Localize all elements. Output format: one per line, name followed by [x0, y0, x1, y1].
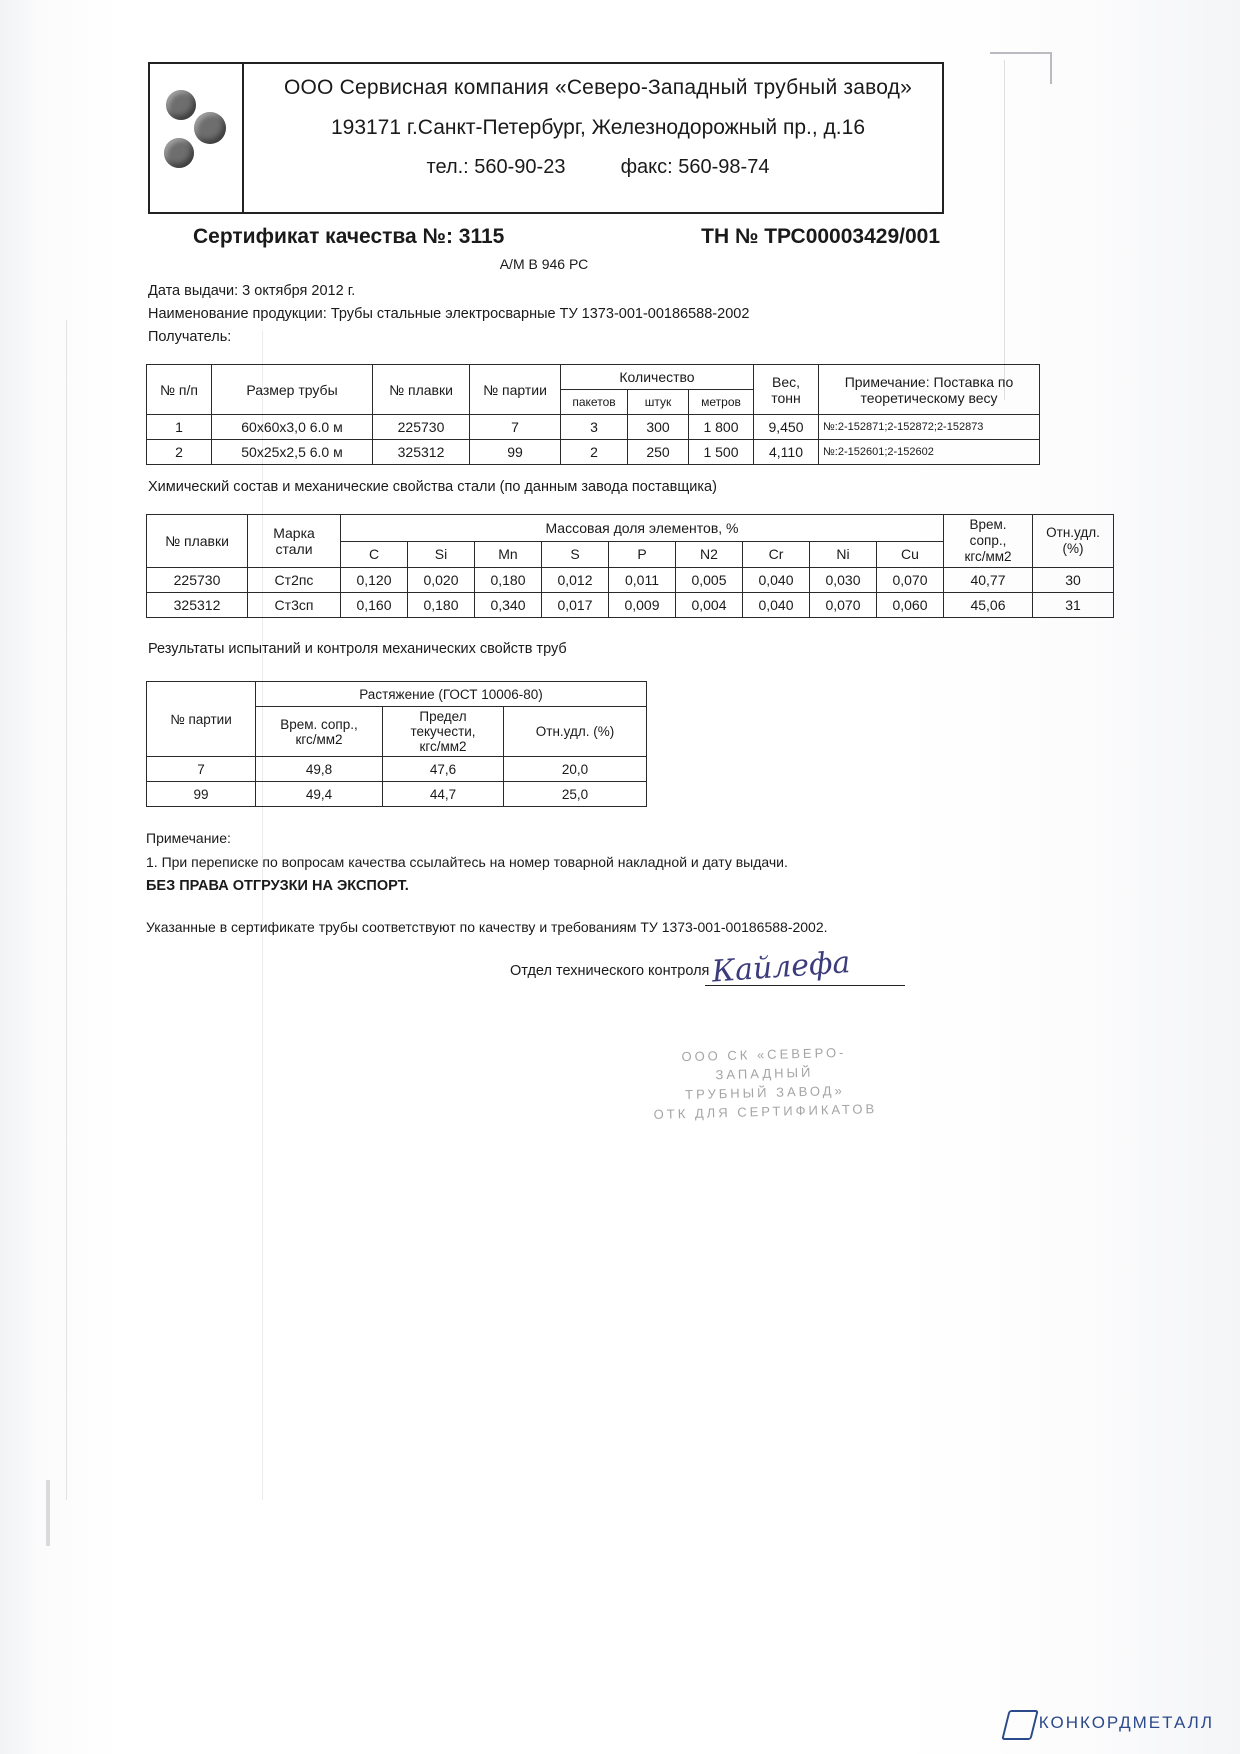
th-tensile-group: Растяжение (ГОСТ 10006-80)	[256, 682, 647, 707]
th-elong-1: Отн.удл.	[1046, 525, 1100, 540]
th-strength-1: Врем. сопр.,	[280, 716, 358, 732]
tn-number: ТН № ТРС00003429/001	[701, 225, 940, 248]
table-row	[147, 593, 1114, 618]
cell-strength: 40,77	[944, 568, 1033, 593]
cell-note: №:2-152601;2-152602	[819, 440, 1040, 465]
cell-cr: 0,040	[743, 593, 810, 618]
table-row	[147, 757, 647, 782]
logo-circle-icon	[194, 112, 226, 144]
cell-elongation: 25,0	[504, 782, 647, 807]
cell-p: 0,009	[609, 593, 676, 618]
cell-c: 0,120	[341, 568, 408, 593]
th-element-si: Si	[408, 541, 475, 568]
signature-handwriting: Кайлефа	[710, 945, 852, 990]
stamp-line-3: ТРУБНЫЙ ЗАВОД»	[684, 1082, 845, 1103]
th-strength-2: кгс/мм2	[295, 731, 343, 747]
company-logo	[150, 64, 244, 212]
th-heat: № плавки	[373, 365, 470, 415]
cell-batch: 7	[470, 415, 561, 440]
th-note-1: Примечание: Поставка по	[844, 373, 1014, 390]
cell-batch: 99	[147, 782, 256, 807]
letterhead-box	[148, 62, 944, 214]
th-packs: пакетов	[561, 390, 628, 415]
logo-circle-icon	[166, 90, 196, 120]
company-name: ООО Сервисная компания «Северо-Западный трубный завод»	[283, 76, 912, 99]
th-element-ni: Ni	[810, 541, 877, 568]
cell-meters: 1 500	[689, 440, 754, 465]
cell-grade: Ст2пс	[248, 568, 341, 593]
stamp-line-1: ООО СК «СЕВЕРО-	[681, 1044, 847, 1065]
th-element-p: P	[609, 541, 676, 568]
logo-circle-icon	[164, 138, 194, 168]
company-stamp	[649, 1042, 882, 1148]
cell-heat: 325312	[147, 593, 248, 618]
company-details	[244, 64, 942, 212]
section-label-mechanical: Результаты испытаний и контроля механических свойств труб	[148, 641, 567, 657]
th-weight-2: тонн	[771, 389, 801, 406]
cell-yield: 47,6	[383, 757, 504, 782]
th-yield	[383, 707, 504, 757]
th-pieces: штук	[628, 390, 689, 415]
company-contacts	[264, 156, 932, 179]
th-element-mn: Mn	[475, 541, 542, 568]
cell-grade: Ст3сп	[248, 593, 341, 618]
cell-strength: 45,06	[944, 593, 1033, 618]
stamp-line-4: ОТК ДЛЯ СЕРТИФИКАТОВ	[653, 1101, 878, 1122]
th-strength	[944, 515, 1033, 568]
vehicle-number: А/М В 946 РС	[499, 256, 589, 272]
cell-heat: 325312	[373, 440, 470, 465]
cell-n2: 0,004	[676, 593, 743, 618]
cell-meters: 1 800	[689, 415, 754, 440]
th-grade	[248, 515, 341, 568]
cell-batch: 7	[147, 757, 256, 782]
cell-heat: 225730	[147, 568, 248, 593]
th-grade-1: Марка	[273, 525, 315, 541]
th-element-cr: Cr	[743, 541, 810, 568]
company-phone: тел.: 560-90-23	[426, 156, 566, 178]
th-note-2: теоретическому весу	[860, 389, 998, 406]
certificate-title-row	[148, 225, 940, 249]
th-yield-1: Предел	[419, 709, 467, 724]
th-strength-2: сопр.,	[969, 533, 1007, 548]
th-strength-3: кгс/мм2	[964, 549, 1012, 564]
th-strength	[256, 707, 383, 757]
th-strength-1: Врем.	[969, 517, 1007, 532]
notes-block	[146, 826, 788, 898]
cell-elongation: 20,0	[504, 757, 647, 782]
product-name: Наименование продукции: Трубы стальные электросварные ТУ 1373-001-00186588-2002	[148, 306, 750, 322]
th-size: Размер трубы	[212, 365, 373, 415]
table-header-row	[147, 515, 1114, 542]
conformance-statement: Указанные в сертификате трубы соответствуют по качеству и требованиям ТУ 1373-001-00186588-2002.	[146, 919, 828, 935]
table-header-row	[147, 682, 647, 707]
cell-yield: 44,7	[383, 782, 504, 807]
company-address: 193171 г.Санкт-Петербург, Железнодорожный пр., д.16	[330, 116, 866, 139]
th-element-n2: N2	[676, 541, 743, 568]
th-element-s: S	[542, 541, 609, 568]
certificate-number: Сертификат качества №: 3115	[193, 225, 505, 248]
cell-pieces: 250	[628, 440, 689, 465]
cell-batch: 99	[470, 440, 561, 465]
th-quantity: Количество	[561, 365, 754, 390]
cell-p: 0,011	[609, 568, 676, 593]
cell-ni: 0,030	[810, 568, 877, 593]
cell-weight: 9,450	[754, 415, 819, 440]
watermark-text: КОНКОРДМЕТАЛЛ	[1038, 1713, 1214, 1732]
document-meta	[148, 281, 749, 350]
cell-s: 0,012	[542, 568, 609, 593]
cell-elongation: 30	[1033, 568, 1114, 593]
th-batch: № партии	[147, 682, 256, 757]
signature-line	[705, 985, 905, 986]
cell-c: 0,160	[341, 593, 408, 618]
th-weight	[754, 365, 819, 415]
cell-packs: 2	[561, 440, 628, 465]
th-yield-3: кгс/мм2	[419, 739, 467, 754]
cell-pieces: 300	[628, 415, 689, 440]
watermark	[1005, 1710, 1214, 1736]
cell-np: 1	[147, 415, 212, 440]
receiver: Получатель:	[148, 329, 232, 345]
th-weight-1: Вес,	[771, 373, 800, 390]
table-row	[147, 568, 1114, 593]
th-mass-fraction: Массовая доля элементов, %	[341, 515, 944, 542]
company-fax: факс: 560-98-74	[620, 156, 770, 178]
th-heat: № плавки	[147, 515, 248, 568]
cell-size: 60x60x3,0 6.0 м	[212, 415, 373, 440]
cell-si: 0,180	[408, 593, 475, 618]
cell-mn: 0,180	[475, 568, 542, 593]
th-elong-2: (%)	[1062, 541, 1084, 556]
th-yield-2: текучести,	[410, 724, 476, 739]
th-batch: № партии	[470, 365, 561, 415]
cell-packs: 3	[561, 415, 628, 440]
cell-cu: 0,070	[877, 568, 944, 593]
cell-mn: 0,340	[475, 593, 542, 618]
issue-date: Дата выдачи: 3 октября 2012 г.	[148, 283, 356, 299]
cell-note: №:2-152871;2-152872;2-152873	[819, 415, 1040, 440]
th-elongation	[1033, 515, 1114, 568]
cell-strength: 49,4	[256, 782, 383, 807]
cell-strength: 49,8	[256, 757, 383, 782]
table-header-row	[147, 365, 1040, 390]
table-row	[147, 440, 1040, 465]
table-row	[147, 782, 647, 807]
signature-label: Отдел технического контроля	[510, 963, 710, 979]
cell-si: 0,020	[408, 568, 475, 593]
cell-np: 2	[147, 440, 212, 465]
cell-cu: 0,060	[877, 593, 944, 618]
mechanical-table	[146, 681, 647, 807]
stamp-line-2: ЗАПАДНЫЙ	[715, 1064, 814, 1083]
shipment-table	[146, 364, 1040, 465]
cell-size: 50x25x2,5 6.0 м	[212, 440, 373, 465]
cell-elongation: 31	[1033, 593, 1114, 618]
notes-item-1: 1. При переписке по вопросам качества ссылайтесь на номер товарной накладной и дату выдачи.	[146, 854, 788, 870]
notes-item-2: БЕЗ ПРАВА ОТГРУЗКИ НА ЭКСПОРТ.	[146, 878, 409, 894]
th-element-c: C	[341, 541, 408, 568]
notes-title: Примечание:	[146, 830, 231, 846]
table-row	[147, 415, 1040, 440]
cell-ni: 0,070	[810, 593, 877, 618]
watermark-logo-icon	[1005, 1710, 1031, 1736]
th-element-cu: Cu	[877, 541, 944, 568]
cell-cr: 0,040	[743, 568, 810, 593]
th-note	[819, 365, 1040, 415]
th-elongation: Отн.удл. (%)	[504, 707, 647, 757]
cell-s: 0,017	[542, 593, 609, 618]
th-grade-2: стали	[275, 541, 313, 557]
th-meters: метров	[689, 390, 754, 415]
chemistry-table	[146, 514, 1114, 618]
cell-n2: 0,005	[676, 568, 743, 593]
th-np: № п/п	[147, 365, 212, 415]
cell-heat: 225730	[373, 415, 470, 440]
cell-weight: 4,110	[754, 440, 819, 465]
section-label-chemistry: Химический состав и механические свойства стали (по данным завода поставщика)	[148, 479, 717, 495]
